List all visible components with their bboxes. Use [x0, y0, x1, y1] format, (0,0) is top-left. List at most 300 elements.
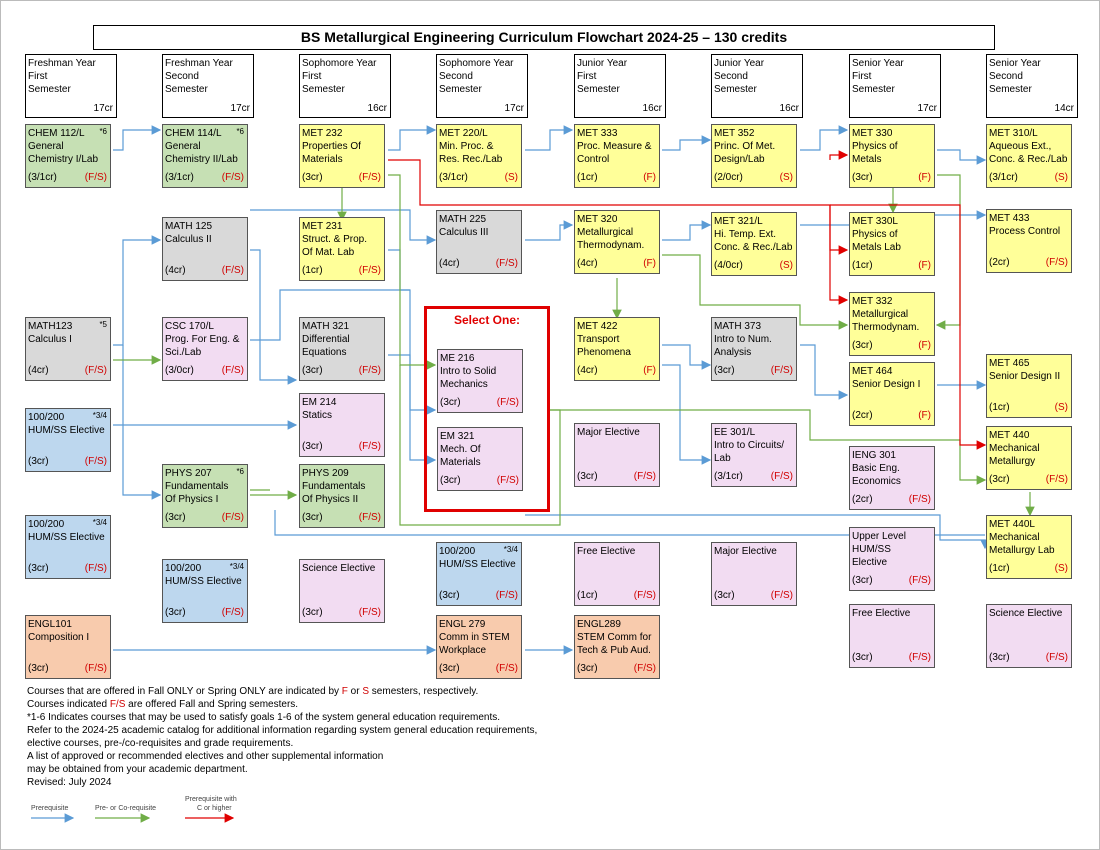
course-credits: (3/0cr) — [165, 365, 194, 376]
course-title-line: Intro to Circuits/ — [714, 440, 785, 451]
course-math125[interactable] — [162, 217, 248, 281]
course-credits: (3cr) — [989, 652, 1010, 663]
course-credits: (2/0cr) — [714, 172, 743, 183]
course-footer — [28, 455, 107, 468]
semester-label: Semester — [165, 84, 208, 95]
course-title-line: Materials — [302, 154, 343, 165]
semester-credits: 17cr — [230, 103, 250, 114]
course-title-line: Hi. Temp. Ext. — [714, 229, 777, 240]
semester-label: Semester — [714, 84, 757, 95]
course-code: MET 352 — [714, 128, 755, 139]
course-footer — [714, 470, 793, 483]
course-code: EE 301/L — [714, 427, 756, 438]
course-title-line: Materials — [440, 457, 481, 468]
course-code: EM 321 — [440, 431, 475, 442]
course-credits: (1cr) — [989, 563, 1010, 574]
semester-label: Senior Year — [989, 58, 1041, 69]
semester-label: Semester — [989, 84, 1032, 95]
course-credits: (4/0cr) — [714, 260, 743, 271]
course-title-line: Mechanical — [989, 532, 1040, 543]
course-semester: (F/S) — [358, 441, 381, 452]
course-credits: (4cr) — [165, 265, 186, 276]
course-free1[interactable] — [574, 542, 660, 606]
legend-arrows — [27, 796, 277, 826]
course-code: MET 232 — [302, 128, 343, 139]
course-semester: (F/S) — [221, 607, 244, 618]
note-fs: Courses indicated F/S are offered Fall and Spring semesters. — [27, 699, 299, 710]
course-semester: (F/S) — [770, 590, 793, 601]
course-phys207[interactable] — [162, 464, 248, 528]
course-title-line: HUM/SS Elective — [28, 425, 105, 436]
course-title-line: Elective — [852, 557, 888, 568]
semester-label: Semester — [852, 84, 895, 95]
course-credits: (3cr) — [577, 471, 598, 482]
course-met433[interactable] — [986, 209, 1072, 273]
course-footer — [989, 562, 1068, 575]
course-math123[interactable] — [25, 317, 111, 381]
course-footer — [852, 171, 931, 184]
course-credits: (3cr) — [714, 365, 735, 376]
course-title-line: Phenomena — [577, 347, 631, 358]
course-code: MET 440 — [989, 430, 1030, 441]
semester-credits: 16cr — [779, 103, 799, 114]
course-semester: (F) — [643, 172, 656, 183]
course-footer — [302, 364, 381, 377]
course-title-line: Lab — [714, 453, 731, 464]
course-title-line: Of Physics I — [165, 494, 219, 505]
course-footer — [714, 259, 793, 272]
course-semester: (F) — [918, 340, 931, 351]
course-title-line: Calculus II — [165, 234, 212, 245]
course-hum3[interactable] — [162, 559, 248, 623]
course-title-line: Senior Design II — [989, 371, 1061, 382]
course-credits: (3cr) — [28, 563, 49, 574]
course-footer — [302, 606, 381, 619]
semester-label: Sophomore Year — [302, 58, 377, 69]
course-title-line: Control — [577, 154, 610, 165]
course-code: MATH123 — [28, 321, 73, 332]
course-code: EM 214 — [302, 397, 337, 408]
course-met422[interactable] — [574, 317, 660, 381]
semester-label: Junior Year — [577, 58, 628, 69]
semester-header — [25, 54, 117, 118]
semester-label: Second — [165, 71, 199, 82]
legend-grade-label-1: Prerequisite with — [185, 796, 237, 803]
course-met231[interactable] — [299, 217, 385, 281]
gen-ed-marker: *6 — [236, 467, 244, 476]
note-catalog-1: Refer to the 2024-25 academic catalog for additional information regarding system general education requirements, — [27, 725, 538, 736]
course-hum2[interactable] — [25, 515, 111, 579]
course-code: MET 465 — [989, 358, 1030, 369]
course-footer — [28, 662, 107, 675]
semester-credits: 17cr — [93, 103, 113, 114]
course-title-line: Min. Proc. & — [439, 141, 494, 152]
course-csc170[interactable] — [162, 317, 248, 381]
course-semester: (F/S) — [496, 475, 519, 486]
semester-label: Semester — [439, 84, 482, 95]
legend-prereq-label: Prerequisite — [31, 805, 69, 812]
course-credits: (2cr) — [852, 410, 873, 421]
course-semester: (F/S) — [84, 663, 107, 674]
course-credits: (3cr) — [28, 456, 49, 467]
course-credits: (3cr) — [577, 663, 598, 674]
course-math321[interactable] — [299, 317, 385, 381]
course-met440[interactable] — [986, 426, 1072, 490]
course-semester: (S) — [1054, 402, 1068, 413]
course-title-line: Mechanics — [440, 379, 488, 390]
note-electives-2: may be obtained from your academic department. — [27, 764, 248, 775]
semester-label: Semester — [577, 84, 620, 95]
course-credits: (1cr) — [989, 402, 1010, 413]
course-met464[interactable] — [849, 362, 935, 426]
semester-header — [436, 54, 528, 118]
course-footer — [577, 589, 656, 602]
course-semester: (S) — [1054, 563, 1068, 574]
course-upperhum[interactable] — [849, 527, 935, 591]
course-semester: (S) — [779, 260, 793, 271]
course-credits: (3cr) — [989, 474, 1010, 485]
course-credits: (3/1cr) — [439, 172, 468, 183]
course-scielec2[interactable] — [986, 604, 1072, 668]
course-code: Major Elective — [714, 546, 777, 557]
course-code: CHEM 112/L — [28, 128, 85, 139]
course-chem114[interactable] — [162, 124, 248, 188]
course-met320[interactable] — [574, 210, 660, 274]
course-code: PHYS 207 — [165, 468, 212, 479]
semester-label: First — [577, 71, 597, 82]
course-credits: (2cr) — [989, 257, 1010, 268]
course-footer — [165, 364, 244, 377]
course-credits: (4cr) — [28, 365, 49, 376]
course-footer — [577, 171, 656, 184]
semester-label: First — [302, 71, 322, 82]
course-semester: (F/S) — [221, 365, 244, 376]
course-footer — [852, 651, 931, 664]
semester-header — [986, 54, 1078, 118]
gen-ed-marker: *5 — [99, 320, 107, 329]
course-code: Free Elective — [852, 608, 911, 619]
course-title-line: Princ. Of Met. — [714, 141, 776, 152]
course-code: MET 464 — [852, 366, 893, 377]
course-code: MATH 321 — [302, 321, 350, 332]
course-credits: (1cr) — [302, 265, 323, 276]
course-code: MET 231 — [302, 221, 343, 232]
course-code: 100/200 — [165, 563, 202, 574]
course-footer — [302, 511, 381, 524]
course-footer — [852, 574, 931, 587]
course-code: PHYS 209 — [302, 468, 349, 479]
course-met232[interactable] — [299, 124, 385, 188]
legend-grade-label-2: C or higher — [197, 805, 232, 812]
course-code: IENG 301 — [852, 450, 896, 461]
course-footer — [577, 662, 656, 675]
course-met333[interactable] — [574, 124, 660, 188]
course-title-line: Statics — [302, 410, 333, 421]
course-code: MET 320 — [577, 214, 618, 225]
course-code: CHEM 114/L — [165, 128, 222, 139]
semester-label: Semester — [28, 84, 71, 95]
course-engl289[interactable] — [574, 615, 660, 679]
semester-label: Junior Year — [714, 58, 765, 69]
semester-credits: 16cr — [642, 103, 662, 114]
course-semester: (F/S) — [495, 663, 518, 674]
course-semester: (S) — [504, 172, 518, 183]
course-credits: (4cr) — [439, 258, 460, 269]
semester-credits: 17cr — [504, 103, 524, 114]
course-credits: (3cr) — [165, 607, 186, 618]
course-code: MET 310/L — [989, 128, 1038, 139]
course-met220[interactable] — [436, 124, 522, 188]
course-credits: (3cr) — [28, 663, 49, 674]
semester-credits: 16cr — [367, 103, 387, 114]
course-title-line: Transport — [577, 334, 620, 345]
course-title-line: Physics of — [852, 229, 898, 240]
course-footer — [165, 264, 244, 277]
semester-credits: 14cr — [1054, 103, 1074, 114]
course-credits: (3cr) — [439, 663, 460, 674]
course-title-line: Conc. & Rec./Lab — [989, 154, 1068, 165]
course-title-line: HUM/SS Elective — [439, 559, 516, 570]
course-credits: (3cr) — [302, 512, 323, 523]
course-credits: (3cr) — [302, 365, 323, 376]
course-semester: (F/S) — [358, 365, 381, 376]
note-revised: Revised: July 2024 — [27, 777, 112, 788]
course-title-line: Struct. & Prop. — [302, 234, 368, 245]
course-credits: (3cr) — [165, 512, 186, 523]
course-semester: (F/S) — [1045, 474, 1068, 485]
course-footer — [165, 171, 244, 184]
course-footer — [714, 589, 793, 602]
semester-label: Sophomore Year — [439, 58, 514, 69]
course-em214[interactable] — [299, 393, 385, 457]
semester-label: Semester — [302, 84, 345, 95]
course-semester: (F/S) — [908, 494, 931, 505]
course-semester: (S) — [779, 172, 793, 183]
course-semester: (F/S) — [84, 365, 107, 376]
course-met332[interactable] — [849, 292, 935, 356]
course-credits: (2cr) — [852, 494, 873, 505]
course-footer — [302, 440, 381, 453]
course-footer — [714, 171, 793, 184]
course-semester: (F/S) — [84, 456, 107, 467]
course-scielec1[interactable] — [299, 559, 385, 623]
course-title-line: Mech. Of — [440, 444, 481, 455]
course-met321[interactable] — [711, 212, 797, 276]
course-credits: (3/1cr) — [165, 172, 194, 183]
course-footer — [165, 606, 244, 619]
course-title-line: Metallurgy Lab — [989, 545, 1055, 556]
course-semester: (S) — [1054, 172, 1068, 183]
course-code: Free Elective — [577, 546, 636, 557]
course-title-line: Res. Rec./Lab — [439, 154, 503, 165]
course-major1[interactable] — [574, 423, 660, 487]
course-footer — [302, 264, 381, 277]
semester-label: Second — [989, 71, 1023, 82]
course-title-line: Economics — [852, 476, 901, 487]
semester-label: Second — [714, 71, 748, 82]
course-code: Science Elective — [302, 563, 376, 574]
course-credits: (3/1cr) — [989, 172, 1018, 183]
course-footer — [577, 470, 656, 483]
course-engl101[interactable] — [25, 615, 111, 679]
course-footer — [852, 409, 931, 422]
course-title-line: Calculus I — [28, 334, 72, 345]
course-footer — [989, 401, 1068, 414]
course-semester: (F/S) — [495, 590, 518, 601]
course-credits: (3cr) — [302, 172, 323, 183]
course-footer — [577, 364, 656, 377]
course-title-line: Conc. & Rec./Lab — [714, 242, 793, 253]
course-title-line: Proc. Measure & — [577, 141, 652, 152]
course-met330[interactable] — [849, 124, 935, 188]
course-title-line: Process Control — [989, 226, 1061, 237]
course-title-line: Differential — [302, 334, 350, 345]
course-code: MET 321/L — [714, 216, 763, 227]
course-title-line: General — [165, 141, 201, 152]
course-title-line: STEM Comm for — [577, 632, 652, 643]
course-footer — [852, 339, 931, 352]
course-semester: (F/S) — [633, 663, 656, 674]
semester-label: Senior Year — [852, 58, 904, 69]
course-semester: (F/S) — [358, 265, 381, 276]
course-title-line: Mechanical — [989, 443, 1040, 454]
course-title-line: Prog. For Eng. & — [165, 334, 240, 345]
select-one-label: Select One: — [453, 313, 521, 327]
course-footer — [577, 257, 656, 270]
course-semester: (F/S) — [1045, 257, 1068, 268]
course-met352[interactable] — [711, 124, 797, 188]
course-semester: (F) — [918, 260, 931, 271]
course-code: MET 433 — [989, 213, 1030, 224]
course-semester: (F/S) — [770, 365, 793, 376]
course-title-line: Fundamentals — [302, 481, 366, 492]
course-code: MATH 373 — [714, 321, 762, 332]
course-title-line: Comm in STEM — [439, 632, 510, 643]
course-semester: (F/S) — [358, 172, 381, 183]
course-met465[interactable] — [986, 354, 1072, 418]
semester-header — [711, 54, 803, 118]
course-title-line: Physics of — [852, 141, 898, 152]
course-footer — [852, 493, 931, 506]
course-credits: (3cr) — [714, 590, 735, 601]
course-footer — [989, 171, 1068, 184]
course-title-line: Metallurgy — [989, 456, 1036, 467]
course-ee301[interactable] — [711, 423, 797, 487]
course-code: Upper Level — [852, 531, 906, 542]
course-footer — [28, 562, 107, 575]
course-ieng301[interactable] — [849, 446, 935, 510]
course-phys209[interactable] — [299, 464, 385, 528]
course-title-line: General — [28, 141, 64, 152]
course-math225[interactable] — [436, 210, 522, 274]
course-code: CSC 170/L — [165, 321, 214, 332]
course-met440l[interactable] — [986, 515, 1072, 579]
course-credits: (1cr) — [577, 590, 598, 601]
course-footer — [989, 473, 1068, 486]
course-title-line: Intro to Num. — [714, 334, 772, 345]
course-code: ENGL101 — [28, 619, 72, 630]
course-footer — [714, 364, 793, 377]
course-code: Major Elective — [577, 427, 640, 438]
course-title-line: Chemistry I/Lab — [28, 154, 99, 165]
course-title-line: Fundamentals — [165, 481, 229, 492]
course-title-line: Of Mat. Lab — [302, 247, 355, 258]
course-met330l[interactable] — [849, 212, 935, 276]
course-free2[interactable] — [849, 604, 935, 668]
course-code: MATH 125 — [165, 221, 213, 232]
course-semester: (F/S) — [84, 563, 107, 574]
semester-label: First — [28, 71, 48, 82]
course-title-line: Design/Lab — [714, 154, 765, 165]
course-footer — [989, 651, 1068, 664]
course-code: MET 332 — [852, 296, 893, 307]
gen-ed-marker: *3/4 — [229, 562, 244, 571]
course-semester: (F/S) — [770, 471, 793, 482]
course-title-line: Of Physics II — [302, 494, 359, 505]
course-title-line: Calculus III — [439, 227, 489, 238]
course-chem112[interactable] — [25, 124, 111, 188]
course-footer — [165, 511, 244, 524]
course-major2[interactable] — [711, 542, 797, 606]
course-title-line: Senior Design I — [852, 379, 921, 390]
course-title-line: Thermodynam. — [852, 322, 920, 333]
course-title-line: Thermodynam. — [577, 240, 645, 251]
note-gen-ed: *1-6 Indicates courses that may be used to satisfy goals 1-6 of the system general education requirements. — [27, 712, 501, 723]
course-title-line: Metallurgical — [852, 309, 909, 320]
course-footer — [439, 171, 518, 184]
course-code: MET 440L — [989, 519, 1035, 530]
course-footer — [439, 589, 518, 602]
course-credits: (3cr) — [440, 475, 461, 486]
course-semester: (F) — [643, 365, 656, 376]
course-footer — [439, 257, 518, 270]
course-hum4[interactable] — [436, 542, 522, 606]
course-hum1[interactable] — [25, 408, 111, 472]
course-code: MATH 225 — [439, 214, 487, 225]
gen-ed-marker: *6 — [99, 127, 107, 136]
course-semester: (F/S) — [221, 172, 244, 183]
legend-coreq-label: Pre- or Co-requisite — [95, 805, 157, 812]
gen-ed-marker: *6 — [236, 127, 244, 136]
course-title-line: Intro to Solid — [440, 366, 497, 377]
course-footer — [302, 171, 381, 184]
course-engl279[interactable] — [436, 615, 522, 679]
course-code: MET 422 — [577, 321, 618, 332]
note-catalog-2: elective courses, pre-/co-requisites and grade requirements. — [27, 738, 294, 749]
course-semester: (F/S) — [221, 512, 244, 523]
select-one-group — [424, 306, 550, 512]
course-semester: (F/S) — [358, 607, 381, 618]
course-title-line: Properties Of — [302, 141, 361, 152]
course-code: 100/200 — [439, 546, 476, 557]
course-credits: (4cr) — [577, 258, 598, 269]
course-met310[interactable] — [986, 124, 1072, 188]
course-semester: (F) — [918, 172, 931, 183]
course-credits: (4cr) — [577, 365, 598, 376]
course-semester: (F/S) — [908, 652, 931, 663]
course-title-line: Composition I — [28, 632, 90, 643]
course-code: ME 216 — [440, 353, 475, 364]
course-credits: (3/1cr) — [28, 172, 57, 183]
semester-header — [299, 54, 391, 118]
course-footer — [28, 171, 107, 184]
course-math373[interactable] — [711, 317, 797, 381]
course-title-line: Workplace — [439, 645, 487, 656]
course-semester: (F/S) — [496, 397, 519, 408]
course-code: ENGL 279 — [439, 619, 486, 630]
course-credits: (3cr) — [439, 590, 460, 601]
semester-label: Second — [439, 71, 473, 82]
